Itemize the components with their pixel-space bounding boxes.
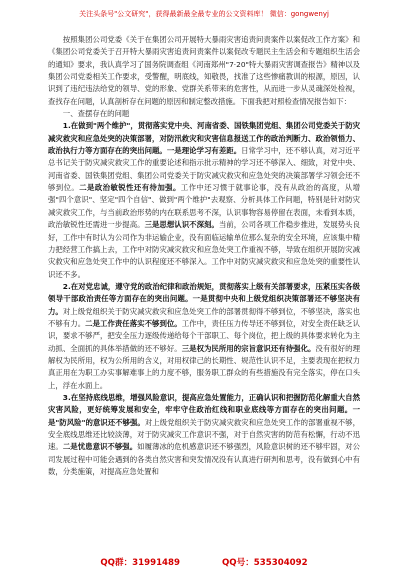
p3-body2: 如履薄冰的危机感意识还不够强烈，风险意识树的还不够牢固，对公司发展过程中可能会遇到的各类自然灾害和突发情况没有认真进行研判和思考，没有做到心中有数，分类施策，对提高应急处置和 (48, 442, 360, 477)
p3-lead: 3.在坚持底线思维，增强风险意识，提高应急处置能力，正确认识和把握防范化解重大自然灾害风险，更好统筹发展和安全，牢牢守住政治红线和职业底线等方面存在的突出问题。一是"防风险"的意识还不够强。 (48, 392, 360, 427)
paragraph-2 (48, 281, 360, 392)
p2-lead3: 三是权为民所用的宗旨意识还有待强化。 (181, 343, 316, 353)
p2-body1: 对上级党组织关于防灾减灾救灾和应急处突工作的部署贯彻得不够到位，不够坚决，落实也不够有力。 (48, 306, 360, 328)
p2-body2: 工作中，责任压力传导还不够到位，对安全责任缺乏认识，要求不够严，把安全压力逐级传递给每个干部职工、每个岗位，把上级的具体要求转化为主动抓、全面抓的具体举措做的还不够好。 (48, 318, 360, 353)
p1-lead: 1.在做到"两个维护"，贯彻落实党中央、河南省委、国铁集团党组、集团公司党委关于防灾减灾救灾和应急处突的决策部署，对防汛救灾和灾害信息报送工作的政治判断力、政治领悟力、政治执行力等方面存在的突出问题。一是理论学习有差距。 (48, 121, 360, 156)
banner-text: 关注头条号"公文研究"，获得最新最全最专业的公文资料库！ 微信：gongwenyj (79, 10, 329, 18)
intro-paragraph: 按照集团公司党委《关于在集团公司开展特大暴雨灾害追责问责案件以案促改工作方案》和《集团公司党委关于召开特大暴雨灾害追责问责案件以案促改专题民主生活会和专题组织生活会的通知》要求，我认真学习了国务院调查组《河南郑州"7·20"特大暴雨灾害调查报告》精神以及集团公司党委相关工作要求，受警醒，明底线，知敬畏，找准了这些惨痛教训的根源，原因，认识到了违纪违法给党的领导、党的形象、党群关系带来的危害性，从而进一步从灵魂深处检视，查找存在问题，认真剖析存在问题的原因和制定整改措施。下面我把对照检查情况报告如下： (48, 35, 360, 106)
p1-body1: 日常学习中，还不够认真，对习近平总书记关于防灾减灾救灾工作的重要论述和指示批示精神的学习还不够深入、细致，对党中央、河南省委、国铁集团党组、集团公司党委关于防灾减灾救灾和应急处突的决策部署学习领会还不够到位。 (48, 146, 360, 193)
footer-contact (0, 556, 408, 570)
p1-lead3: 三是思想认识不深刻。 (144, 220, 219, 230)
footer-qq: QQ号：535304092 (222, 558, 308, 568)
p1-body3: 当前，公司各项工作稳步推进，发展势头良好，工作中有时认为公司作为非运输企业，没有面临运输单位那么复杂的安全环境，应该集中精力把经营工作搞上去，工作中对防灾减灾救灾和应急处突工作重视不够，导致在组织开展防灾减灾救灾和应急处突工作中的认识程度还不够深入。工作中对防灾减灾救灾和应急处突的重要性认识还不多。 (48, 220, 360, 279)
document-body (48, 34, 360, 554)
p3-body1: 对上级党组织关于防灾减灾救灾和应急处突工作的部署重视不够，安全底线思维还比较淡薄，对于防灾减灾工作意识不强，对于自然灾害的防范有松懈，行动不迅速。 (48, 417, 360, 452)
footer-qq-group: QQ群：31991489 (100, 558, 180, 568)
p1-lead2: 二是政治敏锐性还有待加强。 (79, 183, 181, 193)
p3-lead2: 二是忧患意识不够强。 (62, 442, 138, 452)
paragraph-3 (48, 392, 360, 478)
p2-lead: 2.在对党忠诚，遵守党的政治纪律和政治规矩，贯彻落实上级有关部署要求，压紧压实各级领导干部政治责任等方面存在的突出问题。一是贯彻中央和上级党组织决策部署还不够坚决有力。 (48, 281, 360, 316)
paragraph-1 (48, 120, 360, 280)
p1-body2: 工作中还习惯于就事论事，没有从政治的高度，从增强"四个意识"、坚定"四个自信"、做到"两个维护"去观察、分析具体工作问题，特别是针对防灾减灾救灾工作，与当前政治形势的内在联系思考不深，认识事物容易停留在表面，未看到本质，政治敏锐性还需进一步提高。 (48, 183, 360, 230)
p2-body3: 没有很好的理解权为民所用，权为公所用的含义，对用权律己的长期性、规范性认识不足，主要表现在把权力真正用在为职工办实事解难事上的力度不够，服务职工群众的有些措施没有完全落实，停在口头上，浮在水面上。 (48, 343, 360, 390)
p2-lead2: 二是工作责任落实不够到位。 (85, 318, 182, 328)
top-banner (64, 10, 344, 19)
section-title: 一、查摆存在的问题 (62, 109, 130, 119)
